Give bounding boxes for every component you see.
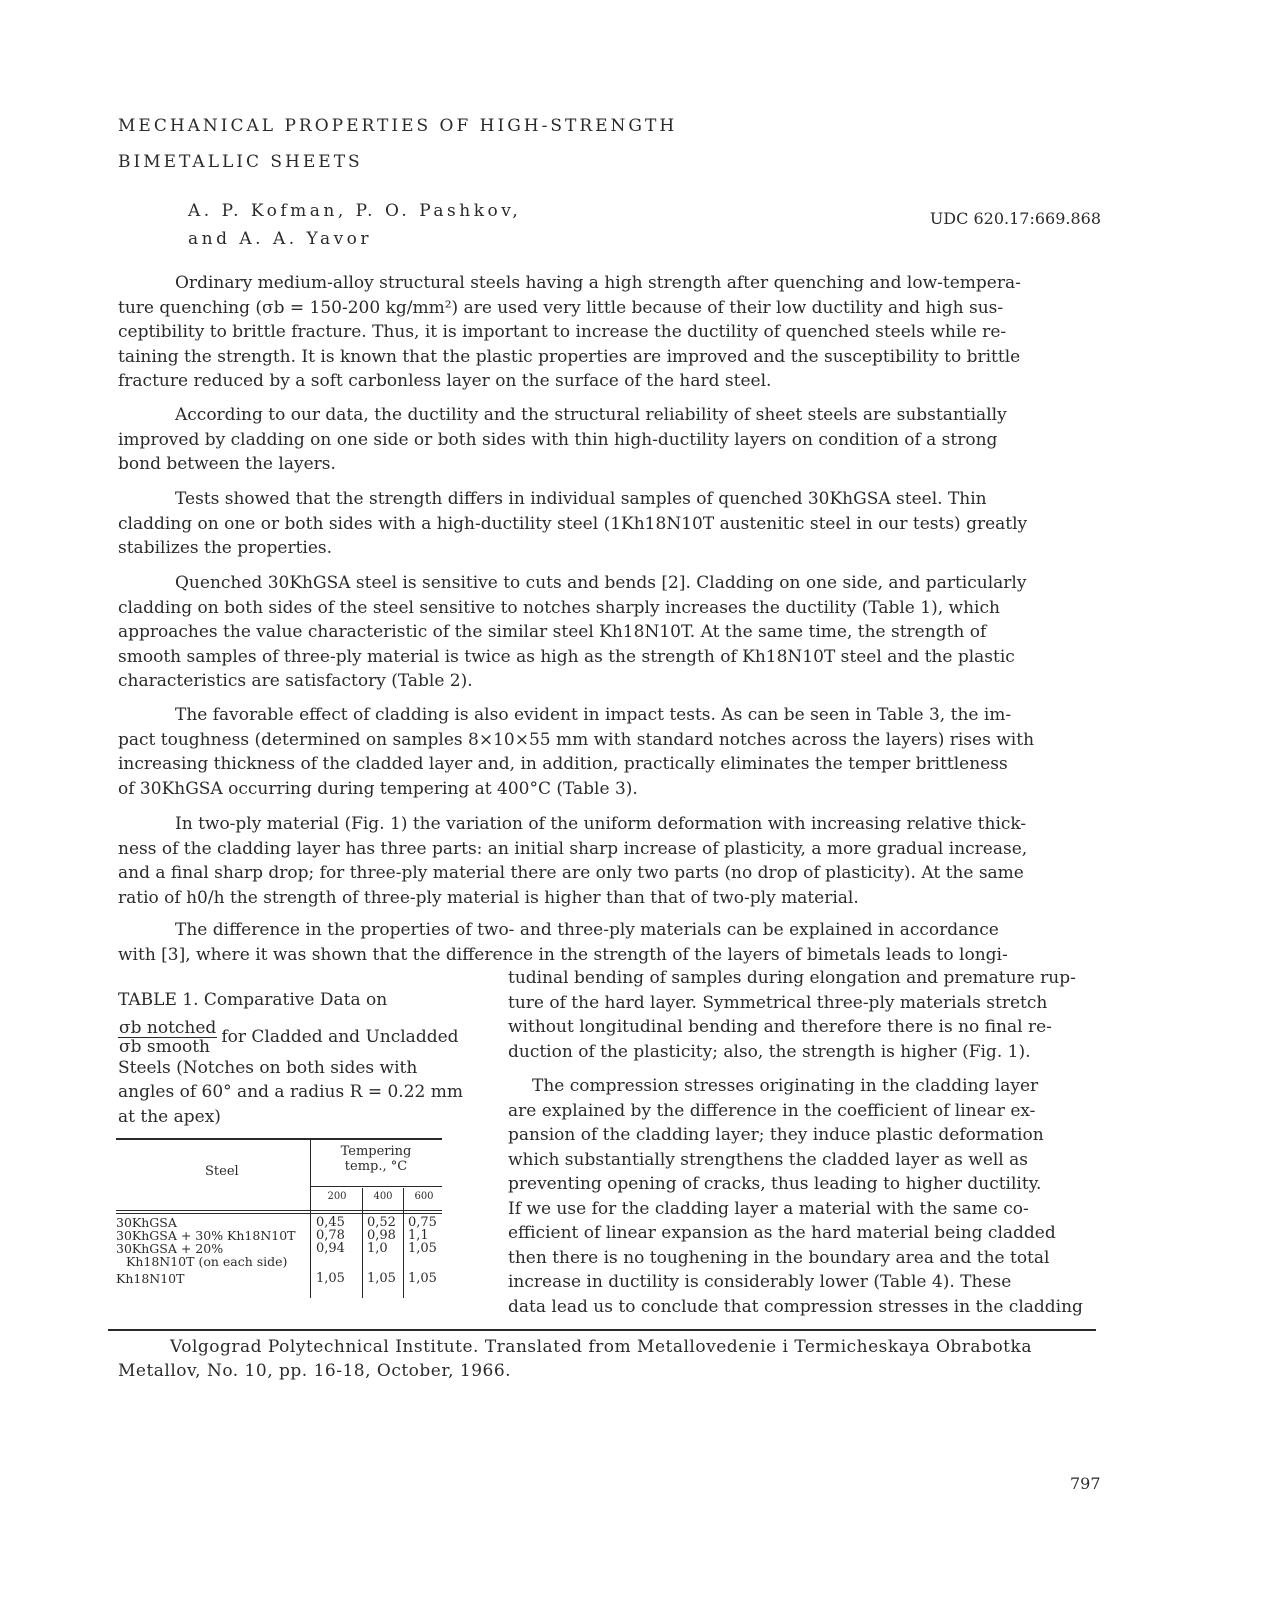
table-steel-column <box>116 1216 296 1285</box>
text-line: efficient of linear expansion as the hard material being cladded <box>508 1223 1056 1243</box>
paper-title-line-1: MECHANICAL PROPERTIES OF HIGH-STRENGTH <box>118 116 678 136</box>
footnote-line: Volgograd Polytechnical Institute. Translated from Metallovedenie i Termicheskaya Obrabotka <box>170 1337 1032 1357</box>
caption-line: for Cladded and Uncladded <box>221 1026 459 1047</box>
text-line: tudinal bending of samples during elongation and premature rup- <box>508 968 1076 988</box>
authors-line-1: A. P. Kofman, P. O. Pashkov, <box>188 201 522 221</box>
authors-line-2: and A. A. Yavor <box>188 229 373 249</box>
caption-line: TABLE 1. Comparative Data on <box>118 990 388 1010</box>
page-number: 797 <box>1070 1474 1101 1493</box>
text-line: and a final sharp drop; for three-ply material there are only two parts (no drop of plasticity). At the same <box>118 863 1024 883</box>
udc-code: UDC 620.17:669.868 <box>929 209 1101 228</box>
text-line: The compression stresses originating in the cladding layer <box>532 1076 1039 1096</box>
text-line: fracture reduced by a soft carbonless layer on the surface of the hard steel. <box>118 371 772 391</box>
caption-fraction-line <box>118 1019 478 1056</box>
right-column-paragraph-7-continued <box>508 966 1148 1064</box>
table-row-steel: Kh18N10T (on each side) <box>126 1254 288 1269</box>
text-line: which substantially strengthens the cladded layer as well as <box>508 1149 1029 1170</box>
table-column-rule <box>403 1188 404 1298</box>
table-1-caption <box>118 988 478 1129</box>
text-line: ceptibility to brittle fracture. Thus, it is important to increase the ductility of quenched steels while re- <box>118 322 1007 342</box>
text-line: Tests showed that the strength differs in individual samples of quenched 30KhGSA steel. Thin <box>175 489 987 509</box>
paper-title-line-2: BIMETALLIC SHEETS <box>118 152 363 172</box>
text-line: Ordinary medium-alloy structural steels having a high strength after quenching and low-tempera- <box>175 273 1021 293</box>
table-subheader-rule <box>311 1186 442 1187</box>
paragraph-7 <box>118 918 1144 967</box>
table-column-rule <box>362 1188 363 1298</box>
text-line: increase in ductility is considerably lower (Table 4). These <box>508 1272 1012 1292</box>
table-cell <box>408 1255 437 1268</box>
text-line: cladding on one or both sides with a high-ductility steel (1Kh18N10T austenitic steel in our tests) greatly <box>118 513 1028 534</box>
paragraph-3 <box>118 487 1144 561</box>
table-col-200 <box>316 1216 345 1285</box>
text-line: The difference in the properties of two- and three-ply materials can be explained in accordance <box>175 920 999 940</box>
caption-line: at the apex) <box>118 1106 221 1127</box>
table-cell: 0,75 <box>408 1215 437 1230</box>
footnote-rule <box>108 1329 1096 1331</box>
text-line: approaches the value characteristic of the similar steel Kh18N10T. At the same time, the strength of <box>118 622 987 642</box>
fraction-denominator: σb smooth <box>119 1036 210 1057</box>
table-cell: 0,98 <box>367 1228 396 1243</box>
table-header-temp-200: 200 <box>327 1191 347 1202</box>
table-row-steel: 30KhGSA + 20% <box>116 1241 224 1256</box>
text-line: preventing opening of cracks, thus leading to higher ductility. <box>508 1174 1042 1194</box>
table-cell <box>367 1255 396 1268</box>
table-cell: 1,05 <box>408 1241 437 1256</box>
text-line: duction of the plasticity; also, the strength is higher (Fig. 1). <box>508 1041 1031 1062</box>
sigma-ratio-fraction <box>118 1019 217 1056</box>
text-line: then there is no toughening in the boundary area and the total <box>508 1247 1050 1268</box>
table-cell: 1,05 <box>408 1271 437 1286</box>
table-cell: 0,94 <box>316 1241 345 1256</box>
table-row-steel: 30KhGSA <box>116 1215 177 1230</box>
text-line: without longitudinal bending and therefore there is no final re- <box>508 1017 1052 1037</box>
footnote-line: Metallov, No. 10, pp. 16-18, October, 1966. <box>118 1361 512 1381</box>
right-column-paragraph-8 <box>508 1074 1148 1319</box>
text-line: According to our data, the ductility and the structural reliability of sheet steels are substantially <box>175 405 1007 425</box>
table-cell <box>316 1255 345 1268</box>
text-line: bond between the layers. <box>118 454 336 474</box>
text-line: pansion of the cladding layer; they induce plastic deformation <box>508 1125 1044 1145</box>
text-line: ture quenching (σb = 150-200 kg/mm²) are used very little because of their low ductility and high sus- <box>118 297 1004 318</box>
text-line: are explained by the difference in the coefficient of linear ex- <box>508 1100 1036 1121</box>
text-line: ture of the hard layer. Symmetrical three-ply materials stretch <box>508 992 1048 1013</box>
paragraph-4 <box>118 571 1144 694</box>
text-line: with [3], where it was shown that the difference in the strength of the layers of bimetals leads to longi- <box>118 944 1008 965</box>
table-cell: 0,52 <box>367 1215 396 1230</box>
text-line: ness of the cladding layer has three parts: an initial sharp increase of plasticity, a more gradual increase, <box>118 838 1028 859</box>
caption-line: angles of 60° and a radius R = 0.22 mm <box>118 1082 463 1102</box>
text-line: taining the strength. It is known that the plastic properties are improved and the susceptibility to brittle <box>118 346 1021 367</box>
table-col-400 <box>367 1216 396 1285</box>
text-line: cladding on both sides of the steel sensitive to notches sharply increases the ductility (Table 1), which <box>118 597 1000 618</box>
text-line: pact toughness (determined on samples 8×10×55 mm with standard notches across the layers) rises with <box>118 729 1035 750</box>
text-line: improved by cladding on one side or both sides with thin high-ductility layers on condition of a strong <box>118 429 998 450</box>
paragraph-1 <box>118 271 1144 394</box>
table-header-temp-400: 400 <box>373 1191 393 1202</box>
fraction-numerator: σb notched <box>119 1017 217 1038</box>
text-line: stabilizes the properties. <box>118 538 333 558</box>
table-header-rule <box>116 1213 442 1214</box>
table-cell: 1,05 <box>367 1271 396 1286</box>
table-top-rule <box>116 1138 442 1140</box>
text-line: ratio of h0/h the strength of three-ply material is higher than that of two-ply material. <box>118 887 859 908</box>
table-header-temp-600: 600 <box>414 1191 434 1202</box>
table-column-rule <box>310 1138 311 1298</box>
paragraph-5 <box>118 703 1144 801</box>
text-line: data lead us to conclude that compression stresses in the cladding <box>508 1296 1083 1317</box>
table-cell: 0,45 <box>316 1215 345 1230</box>
paragraph-2 <box>118 403 1144 477</box>
table-cell: 1,1 <box>408 1228 429 1243</box>
text-line: If we use for the cladding layer a material with the same co- <box>508 1198 1029 1219</box>
paragraph-6 <box>118 812 1144 910</box>
text-line: The favorable effect of cladding is also evident in impact tests. As can be seen in Table 3, the im- <box>175 705 1012 725</box>
table-header-tempering: Tempering temp., °C <box>340 1144 412 1174</box>
text-line: Quenched 30KhGSA steel is sensitive to cuts and bends [2]. Cladding on one side, and particularly <box>175 573 1027 593</box>
table-header-steel: Steel <box>205 1164 239 1179</box>
text-line: In two-ply material (Fig. 1) the variation of the uniform deformation with increasing relative thick- <box>175 814 1027 834</box>
text-line: increasing thickness of the cladded layer and, in addition, practically eliminates the temper brittleness <box>118 754 1008 774</box>
table-cell: 1,05 <box>316 1271 345 1286</box>
caption-line: Steels (Notches on both sides with <box>118 1057 418 1078</box>
text-line: of 30KhGSA occurring during tempering at 400°C (Table 3). <box>118 778 638 799</box>
text-line: characteristics are satisfactory (Table 2). <box>118 671 473 691</box>
table-header-rule <box>116 1210 442 1211</box>
text-line: smooth samples of three-ply material is twice as high as the strength of Kh18N10T steel and the plastic <box>118 646 1015 667</box>
table-row-steel: Kh18N10T <box>116 1271 185 1286</box>
table-cell: 0,78 <box>316 1228 345 1243</box>
footnote <box>118 1335 1032 1383</box>
table-row-steel: 30KhGSA + 30% Kh18N10T <box>116 1228 296 1243</box>
table-cell: 1,0 <box>367 1241 388 1256</box>
table-col-600 <box>408 1216 437 1285</box>
